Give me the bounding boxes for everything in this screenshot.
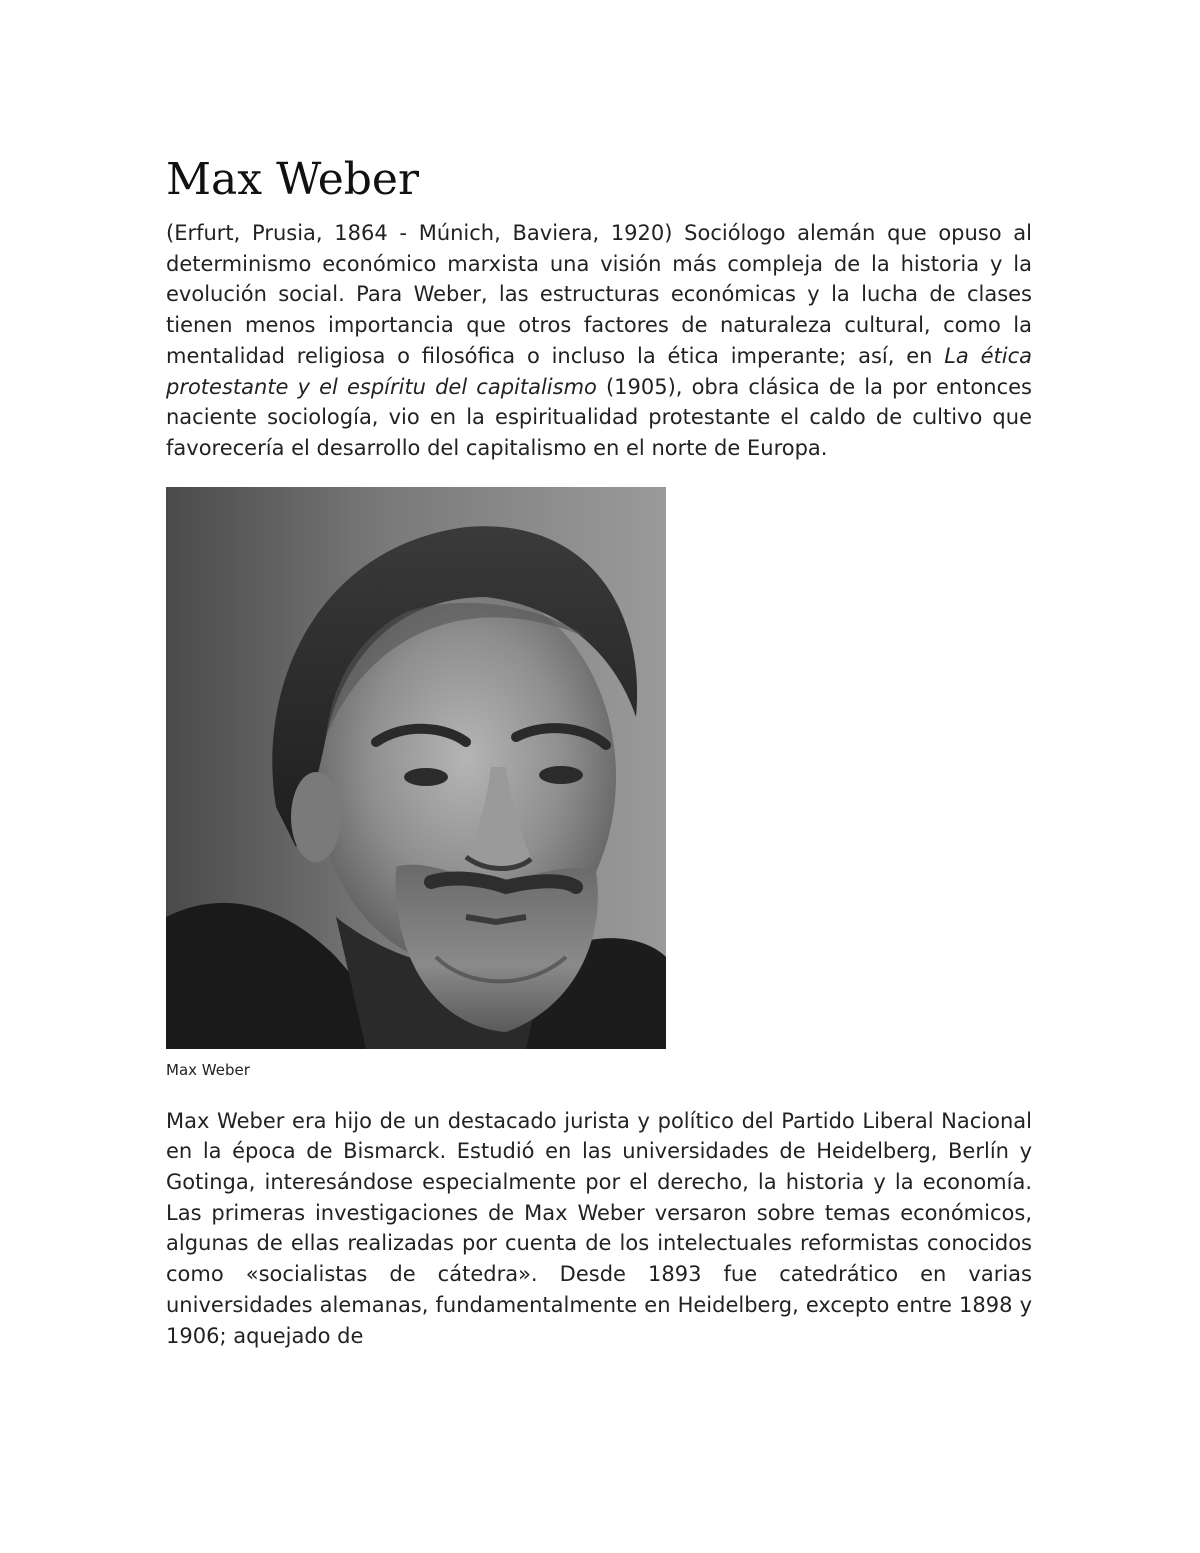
biography-paragraph: Max Weber era hijo de un destacado jurista y político del Partido Liberal Nacional en la época de Bismarck. Estudió en las universidades de Heidelberg, Berlín y Gotinga, interesándose especialmente por el derecho, la historia y la economía. Las primeras investigaciones de Max Weber versaron sobre temas económicos, algunas de ellas realizadas por cuenta de los intelectuales reformistas conocidos como «socialistas de cátedra». Desde 1893 fue catedrático en varias universidades alemanas, fundamentalmente en Heidelberg, excepto entre 1898 y 1906; aquejado de [166, 1108, 1032, 1348]
book-title: La ética protestante y el espíritu del capitalismo [166, 343, 1032, 399]
intro-text-start: (Erfurt, Prusia, 1864 - Múnich, Baviera, 1920) Sociólogo alemán que opuso al determinismo económico marxista una visión más compleja de la historia y la evolución social. Para Weber, las estructuras económicas y la lucha de clases tienen menos importancia que otros factores de naturaleza cultural, como la mentalidad religiosa o filosófica o incluso la ética imperante; así, en [166, 221, 1032, 368]
portrait-photo [166, 487, 666, 1049]
intro-paragraph [166, 218, 1032, 464]
portrait-caption: Max Weber [166, 1060, 250, 1079]
page-title: Max Weber [166, 154, 419, 205]
document-content [166, 150, 1032, 1351]
portrait-figure [166, 487, 666, 1080]
intro-text-end: (1905), obra clásica de la por entonces naciente sociología, vio en la espiritualidad protestante el caldo de cultivo que favorecería el desarrollo del capitalismo en el norte de Europa. [166, 374, 1032, 460]
